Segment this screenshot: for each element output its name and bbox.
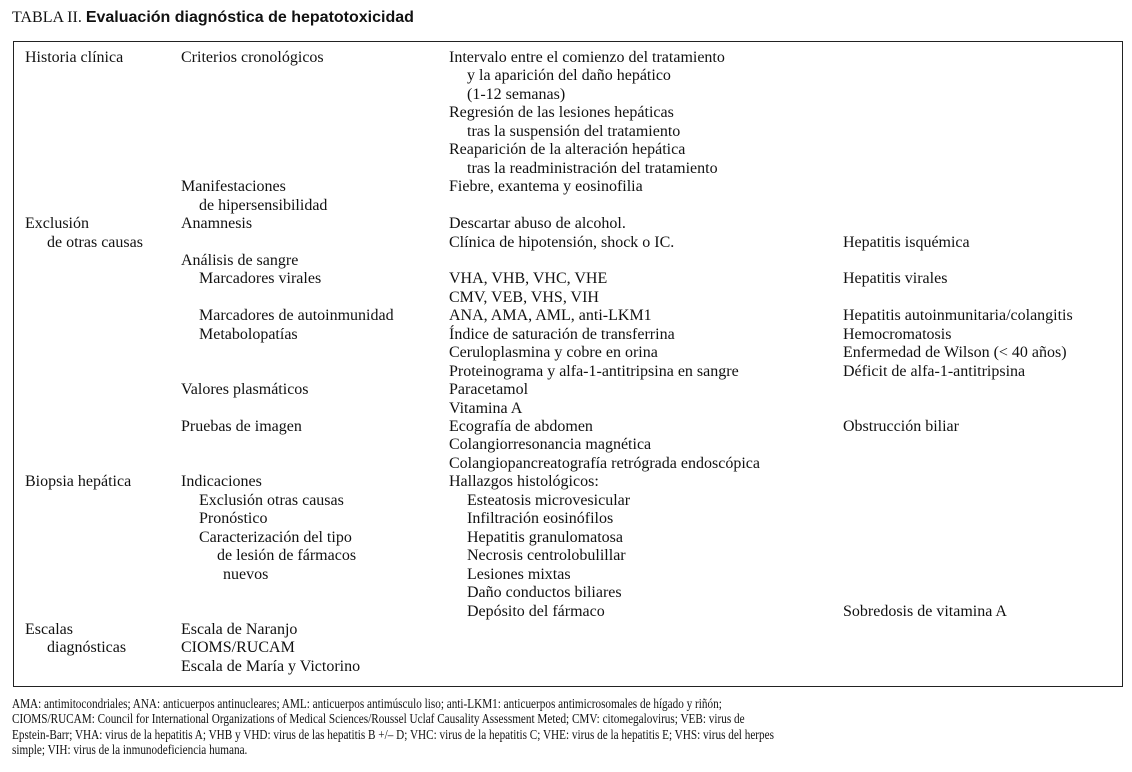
subcategory-cell: Pruebas de imagen bbox=[181, 418, 302, 435]
criterion-cell: Hepatitis granulomatosa bbox=[467, 528, 623, 546]
table-row bbox=[14, 529, 1122, 547]
criterion-cell: Colangiorresonancia magnética bbox=[449, 436, 652, 454]
footnote-line: AMA: antimitocondriales; ANA: anticuerpos antinucleares; AML: anticuerpos antimúsculo liso; anti-LKM1: anticuerpos antimicrosomales de hígado y riñón; bbox=[12, 696, 722, 711]
table-row bbox=[14, 363, 1122, 381]
table-row bbox=[14, 621, 1122, 639]
criterion-cell: Colangiopancreatografía retrógrada endoscópica bbox=[449, 454, 760, 472]
category-cell: Escalas bbox=[25, 620, 73, 638]
criterion-cell: Ecografía de abdomen bbox=[449, 418, 593, 435]
subcategory-cell: Marcadores de autoinmunidad bbox=[199, 307, 394, 325]
criterion-cell: Necrosis centrolobulillar bbox=[467, 547, 626, 565]
footnote bbox=[12, 696, 1091, 758]
table-row bbox=[14, 418, 1122, 436]
table-row bbox=[14, 86, 1122, 104]
table-label: TABLA II. bbox=[12, 9, 82, 26]
table-row bbox=[14, 104, 1122, 122]
criterion-cell: Hallazgos histológicos: bbox=[449, 473, 599, 491]
table-row bbox=[14, 510, 1122, 528]
table-row bbox=[14, 547, 1122, 565]
diagnosis-cell: Obstrucción biliar bbox=[843, 418, 959, 435]
table-row bbox=[14, 307, 1122, 325]
criterion-cell: tras la suspensión del tratamiento bbox=[467, 122, 681, 140]
subcategory-cell: Exclusión otras causas bbox=[199, 491, 344, 509]
diagnosis-cell: Déficit de alfa-1-antitripsina bbox=[843, 362, 1026, 380]
footnote-line: Epstein-Barr; VHA: virus de la hepatitis A; VHB y VHD: virus de las hepatitis B +/– D; VHC: virus de la hepatitis C; VHE: virus de la hepatitis E; VHS: virus del herpes bbox=[12, 726, 774, 742]
criterion-cell: Intervalo entre el comienzo del tratamiento bbox=[449, 49, 725, 66]
table-row bbox=[14, 344, 1122, 362]
subcategory-cell: Anamnesis bbox=[181, 215, 253, 233]
table-row bbox=[14, 639, 1122, 657]
subcategory-cell: Metabolopatías bbox=[199, 325, 298, 343]
table-box bbox=[13, 41, 1123, 687]
table-row bbox=[14, 566, 1122, 584]
table-row bbox=[14, 492, 1122, 510]
table-row bbox=[14, 67, 1122, 85]
table-title bbox=[12, 9, 414, 27]
criterion-cell: Proteinograma y alfa-1-antitripsina en sangre bbox=[449, 362, 739, 380]
table-row bbox=[14, 141, 1122, 159]
diagnosis-cell: Sobredosis de vitamina A bbox=[843, 602, 1007, 620]
criterion-cell: Descartar abuso de alcohol. bbox=[449, 215, 626, 233]
table-row bbox=[14, 270, 1122, 288]
subcategory-cell: CIOMS/RUCAM bbox=[181, 639, 295, 657]
subcategory-cell: Marcadores virales bbox=[199, 270, 322, 288]
subcategory-cell: de lesión de fármacos bbox=[217, 547, 357, 565]
subcategory-cell: de hipersensibilidad bbox=[199, 196, 328, 214]
diagnosis-cell: Hepatitis autoinmunitaria/colangitis bbox=[843, 307, 1073, 325]
criterion-cell: Infiltración eosinófilos bbox=[467, 510, 614, 528]
criterion-cell: Depósito del fármaco bbox=[467, 602, 605, 620]
diagnosis-cell: Hemocromatosis bbox=[843, 325, 952, 343]
table-row bbox=[14, 178, 1122, 196]
table-row bbox=[14, 400, 1122, 418]
table-row bbox=[14, 473, 1122, 491]
category-cell: Biopsia hepática bbox=[25, 473, 132, 491]
criterion-cell: Daño conductos biliares bbox=[467, 584, 622, 602]
diagnosis-cell: Hepatitis isquémica bbox=[843, 233, 970, 251]
criterion-cell: y la aparición del daño hepático bbox=[467, 67, 671, 85]
subcategory-cell: Pronóstico bbox=[199, 510, 268, 528]
criterion-cell: Vitamina A bbox=[449, 399, 523, 417]
category-cell: Historia clínica bbox=[25, 49, 124, 66]
category-cell: diagnósticas bbox=[47, 639, 127, 657]
criterion-cell: tras la readministración del tratamiento bbox=[467, 159, 718, 177]
criterion-cell: Reaparición de la alteración hepática bbox=[449, 141, 686, 159]
table-caption: Evaluación diagnóstica de hepatotoxicidad bbox=[85, 9, 414, 26]
subcategory-cell: Manifestaciones bbox=[181, 178, 286, 196]
table-row bbox=[14, 123, 1122, 141]
criterion-cell: Esteatosis microvesicular bbox=[467, 491, 631, 509]
table-row bbox=[14, 584, 1122, 602]
criterion-cell: Índice de saturación de transferrina bbox=[449, 325, 675, 343]
criterion-cell: VHA, VHB, VHC, VHE bbox=[449, 270, 608, 288]
subcategory-cell: Escala de María y Victorino bbox=[181, 657, 361, 675]
criterion-cell: Fiebre, exantema y eosinofilia bbox=[449, 178, 643, 196]
table-row bbox=[14, 49, 1122, 67]
subcategory-cell: Escala de Naranjo bbox=[181, 620, 298, 638]
table-row bbox=[14, 252, 1122, 270]
subcategory-cell: Análisis de sangre bbox=[181, 251, 299, 269]
subcategory-cell: Caracterización del tipo bbox=[199, 528, 352, 546]
criterion-cell: (1-12 semanas) bbox=[467, 85, 566, 103]
subcategory-cell: Criterios cronológicos bbox=[181, 49, 324, 66]
criterion-cell: Lesiones mixtas bbox=[467, 565, 571, 583]
table-row bbox=[14, 215, 1122, 233]
criterion-cell: Paracetamol bbox=[449, 381, 529, 399]
diagnosis-cell: Hepatitis virales bbox=[843, 270, 948, 288]
subcategory-cell: Indicaciones bbox=[181, 473, 262, 491]
subcategory-cell: Valores plasmáticos bbox=[181, 381, 309, 399]
footnote-line: simple; VIH: virus de la inmunodeficiencia humana. bbox=[12, 742, 248, 758]
criterion-cell: Clínica de hipotensión, shock o IC. bbox=[449, 233, 675, 251]
criterion-cell: ANA, AMA, AML, anti-LKM1 bbox=[449, 307, 652, 325]
table-row bbox=[14, 234, 1122, 252]
criterion-cell: CMV, VEB, VHS, VIH bbox=[449, 288, 599, 306]
category-cell: Exclusión bbox=[25, 215, 89, 233]
table-row bbox=[14, 289, 1122, 307]
criterion-cell: Ceruloplasmina y cobre en orina bbox=[449, 344, 658, 362]
subcategory-cell: nuevos bbox=[223, 565, 269, 583]
table-row bbox=[14, 381, 1122, 399]
table-row bbox=[14, 326, 1122, 344]
table-row bbox=[14, 197, 1122, 215]
table-row bbox=[14, 436, 1122, 454]
table-row bbox=[14, 455, 1122, 473]
table-row bbox=[14, 658, 1122, 676]
table-row bbox=[14, 160, 1122, 178]
category-cell: de otras causas bbox=[47, 233, 143, 251]
footnote-line: CIOMS/RUCAM: Council for International Organizations of Medical Sciences/Roussel Uclaf Causality Assessment Meted; CMV: citomegalovirus; VEB: virus de bbox=[12, 711, 745, 727]
table-row bbox=[14, 603, 1122, 621]
criterion-cell: Regresión de las lesiones hepáticas bbox=[449, 104, 674, 122]
diagnosis-cell: Enfermedad de Wilson (< 40 años) bbox=[843, 344, 1067, 362]
